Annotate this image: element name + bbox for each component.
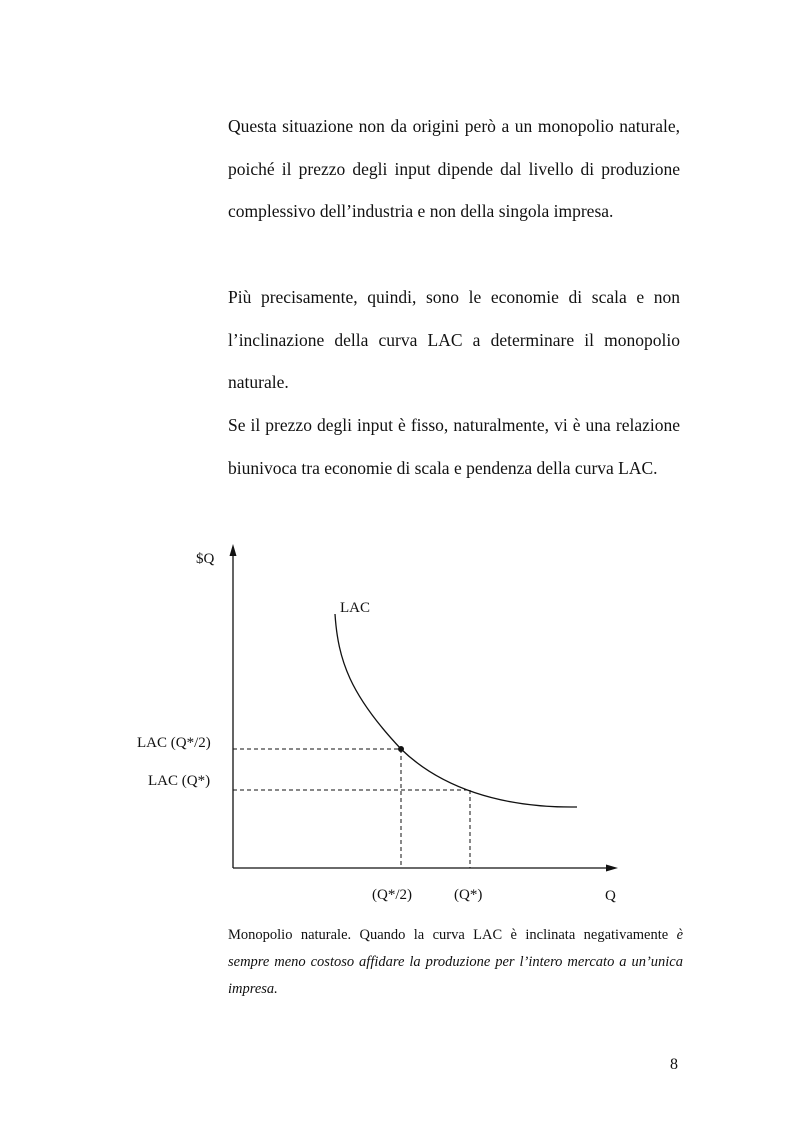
paragraph-1: Questa situazione non da origini però a un monopolio naturale, poiché il prezzo degli input dipende dal livello di produzione complessivo dell’industria e non della singola impresa. [228, 116, 680, 221]
caption-text-italic: è sempre meno costoso affidare la produzione per l’intero mercato a un’unica impresa. [228, 927, 683, 997]
y-tick-lac-half: LAC (Q*/2) [137, 735, 211, 751]
figure-caption [228, 922, 683, 1003]
curve-label: LAC [340, 600, 370, 616]
y-tick-lac-full: LAC (Q*) [148, 773, 211, 789]
x-axis-arrow-icon [606, 865, 618, 872]
curve-point-marker [398, 746, 404, 752]
page-number: 8 [670, 1056, 678, 1073]
x-axis-label: Q [605, 888, 616, 904]
y-axis-label: $Q [196, 551, 215, 567]
lac-curve [335, 614, 577, 807]
y-axis-arrow-icon [230, 544, 237, 556]
paragraph-3: Se il prezzo degli input è fisso, naturalmente, vi è una relazione biunivoca tra economie di scala e pendenza della curva LAC. [228, 415, 680, 478]
x-tick-q-half: (Q*/2) [372, 887, 412, 903]
caption-text: Monopolio naturale. Quando la curva LAC è inclinata negativamente [228, 927, 669, 943]
paragraph-2: Più precisamente, quindi, sono le economie di scala e non l’inclinazione della curva LAC a determinare il monopolio naturale. [228, 287, 680, 392]
x-tick-q-full: (Q*) [454, 887, 483, 903]
